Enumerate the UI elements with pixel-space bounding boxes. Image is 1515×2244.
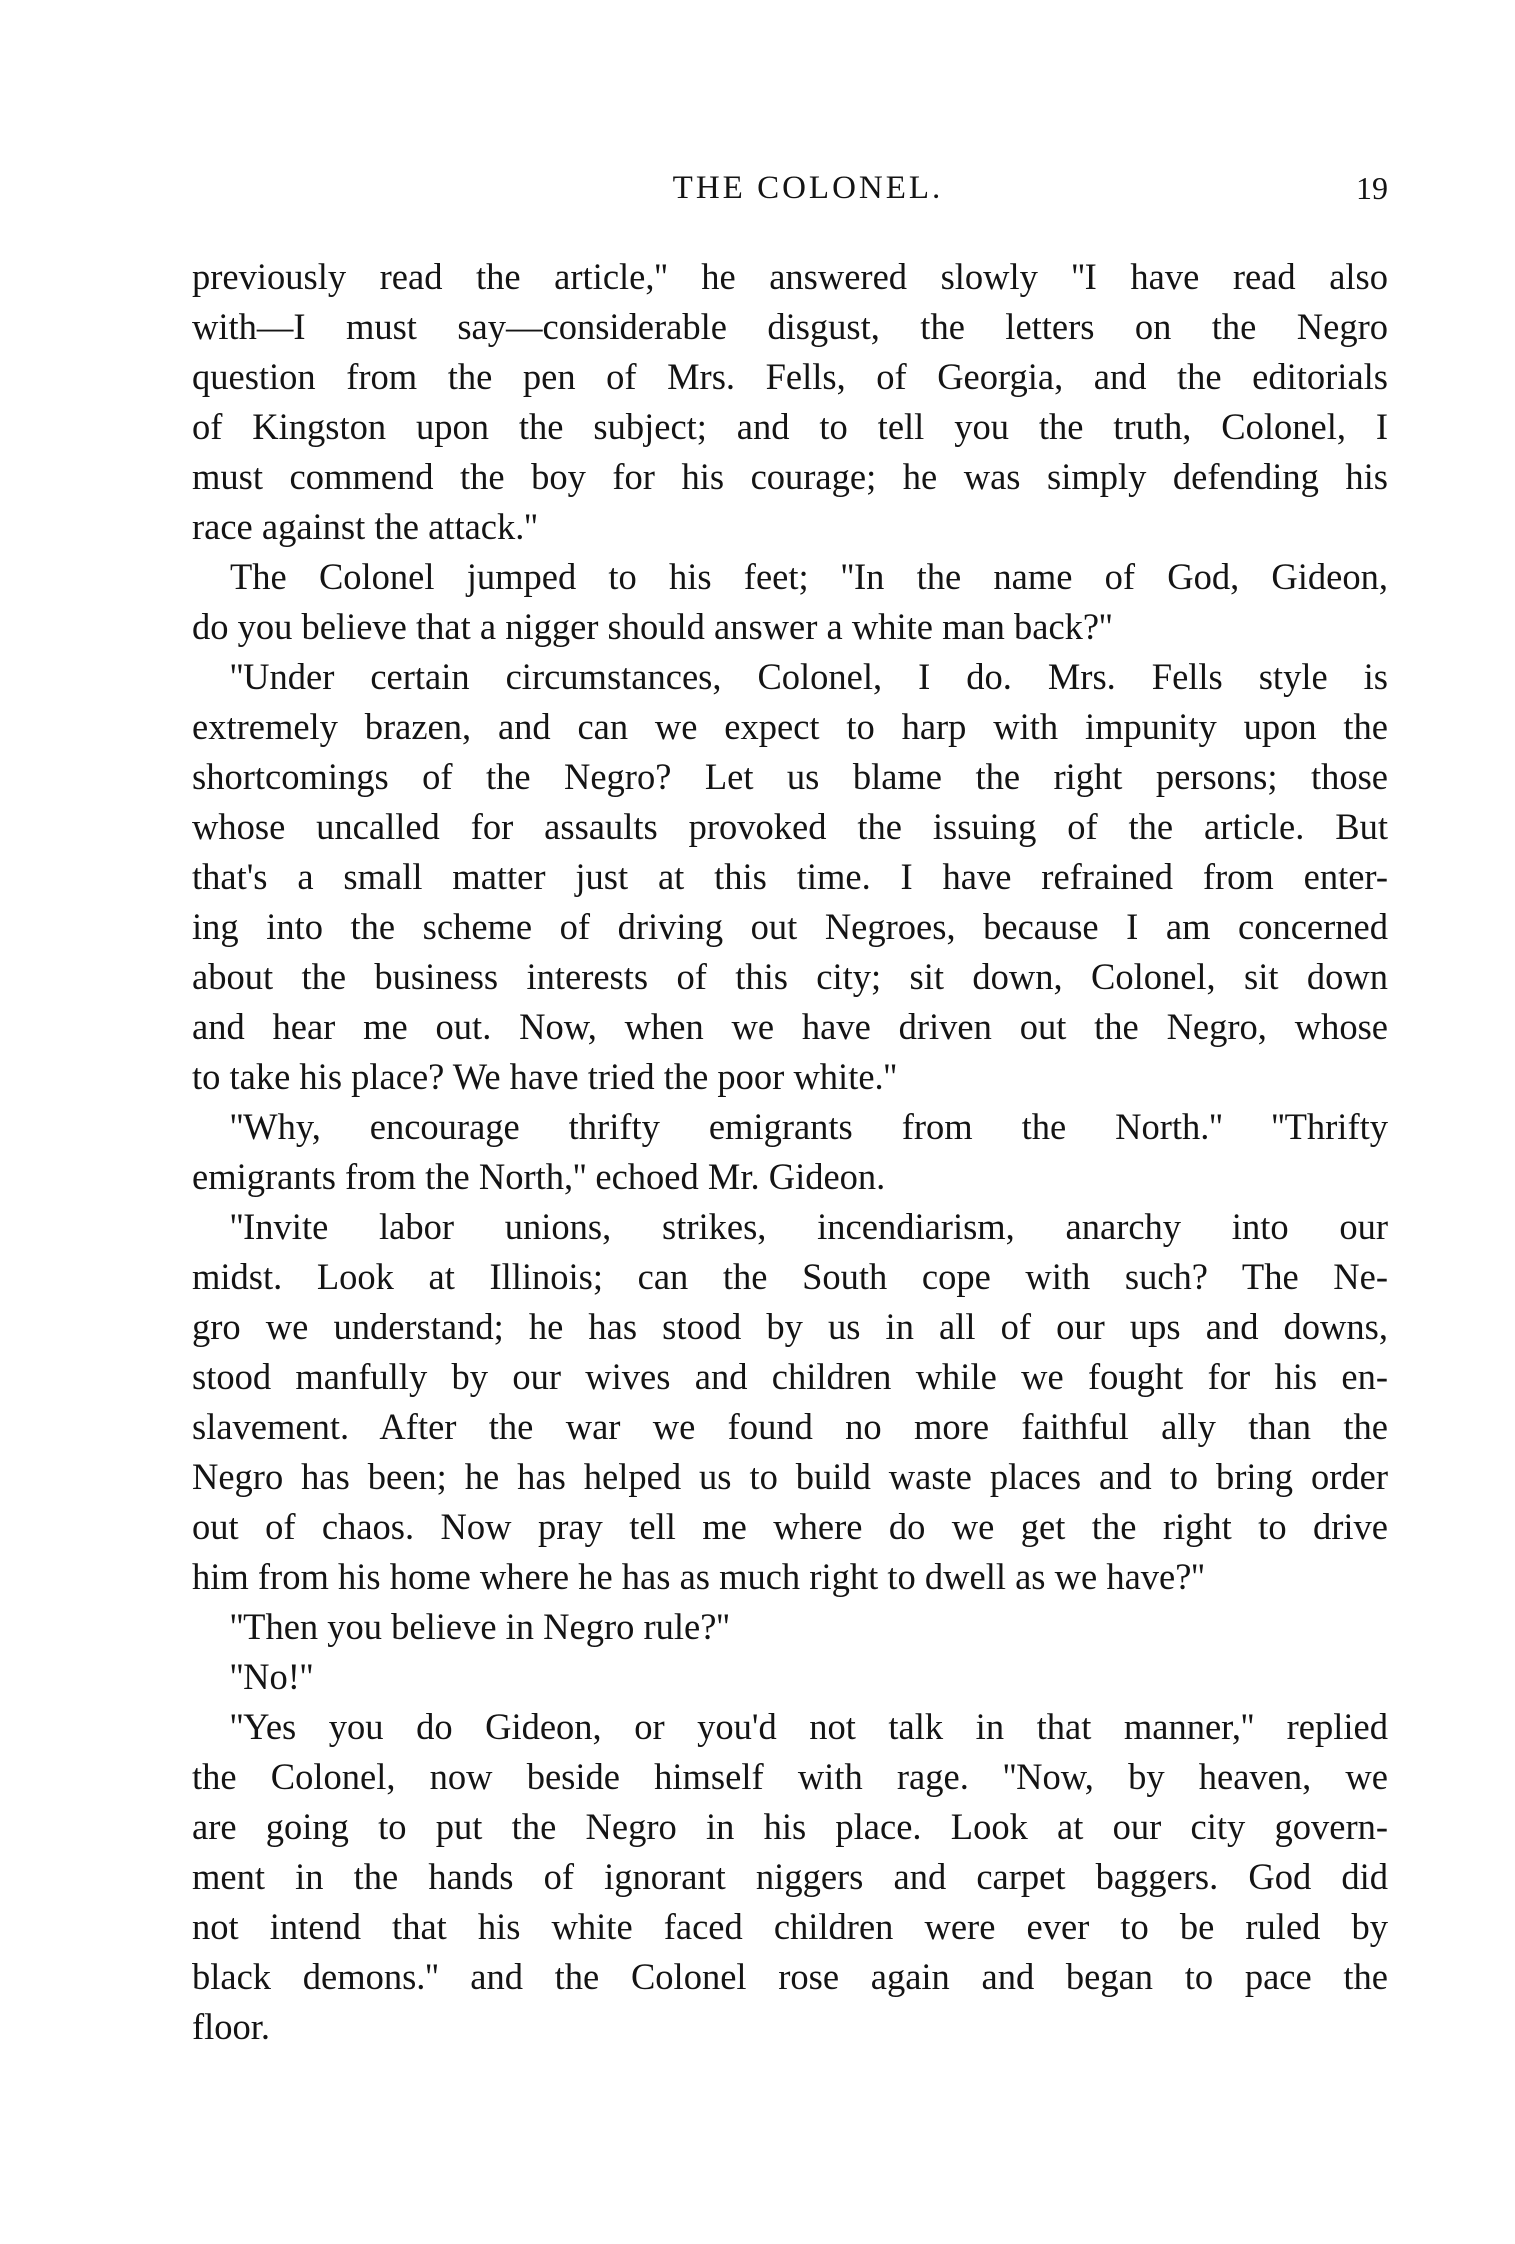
text-line: the Colonel, now beside himself with rage. ''Now, by heaven, we bbox=[192, 1756, 1388, 1797]
running-title: THE COLONEL. bbox=[672, 170, 944, 206]
text-line: and hear me out. Now, when we have driven out the Negro, whose bbox=[192, 1006, 1388, 1047]
text-line: previously read the article,'' he answered slowly ''I have read also bbox=[192, 256, 1388, 297]
text-line: ''Yes you do Gideon, or you'd not talk in that manner,'' replied bbox=[230, 1706, 1388, 1747]
text-line: ''Then you believe in Negro rule?'' bbox=[230, 1606, 730, 1647]
text-line: midst. Look at Illinois; can the South cope with such? The Ne- bbox=[192, 1256, 1388, 1297]
text-line: question from the pen of Mrs. Fells, of Georgia, and the editorials bbox=[192, 356, 1388, 397]
text-line: gro we understand; he has stood by us in all of our ups and downs, bbox=[192, 1306, 1388, 1347]
text-line: shortcomings of the Negro? Let us blame the right persons; those bbox=[192, 756, 1388, 797]
text-line: ''Invite labor unions, strikes, incendiarism, anarchy into our bbox=[230, 1206, 1388, 1247]
text-line: do you believe that a nigger should answer a white man back?'' bbox=[192, 606, 1113, 647]
text-line: with—I must say—considerable disgust, the letters on the Negro bbox=[192, 306, 1388, 347]
text-line: him from his home where he has as much right to dwell as we have?'' bbox=[192, 1556, 1205, 1597]
text-line: ''Why, encourage thrifty emigrants from the North.'' ''Thrifty bbox=[230, 1106, 1388, 1147]
text-line: not intend that his white faced children were ever to be ruled by bbox=[192, 1906, 1388, 1947]
text-line: that's a small matter just at this time. I have refrained from enter- bbox=[192, 856, 1388, 897]
text-line: to take his place? We have tried the poor white.'' bbox=[192, 1056, 897, 1097]
text-line: stood manfully by our wives and children while we fought for his en- bbox=[192, 1356, 1388, 1397]
text-line: emigrants from the North,'' echoed Mr. Gideon. bbox=[192, 1156, 886, 1197]
text-line: black demons.'' and the Colonel rose again and began to pace the bbox=[192, 1956, 1388, 1997]
text-line: are going to put the Negro in his place. Look at our city govern- bbox=[192, 1806, 1388, 1847]
text-line: ''Under certain circumstances, Colonel, I do. Mrs. Fells style is bbox=[230, 656, 1388, 697]
text-line: ment in the hands of ignorant niggers and carpet baggers. God did bbox=[192, 1856, 1388, 1897]
text-line: out of chaos. Now pray tell me where do we get the right to drive bbox=[192, 1506, 1388, 1547]
text-line: whose uncalled for assaults provoked the issuing of the article. But bbox=[192, 806, 1388, 847]
text-line: ''No!'' bbox=[230, 1656, 314, 1697]
body-text bbox=[192, 252, 1388, 2052]
text-line: slavement. After the war we found no more faithful ally than the bbox=[192, 1406, 1388, 1447]
text-line: of Kingston upon the subject; and to tell you the truth, Colonel, I bbox=[192, 406, 1388, 447]
text-line: Negro has been; he has helped us to build waste places and to bring order bbox=[192, 1456, 1388, 1497]
text-line: ing into the scheme of driving out Negroes, because I am concerned bbox=[192, 906, 1388, 947]
text-line: extremely brazen, and can we expect to harp with impunity upon the bbox=[192, 706, 1388, 747]
text-line: floor. bbox=[192, 2006, 271, 2047]
running-head bbox=[192, 168, 1388, 220]
text-line: The Colonel jumped to his feet; ''In the name of God, Gideon, bbox=[230, 556, 1388, 597]
text-line: must commend the boy for his courage; he was simply defending his bbox=[192, 456, 1388, 497]
page-number: 19 bbox=[1356, 170, 1388, 206]
text-line: about the business interests of this city; sit down, Colonel, sit down bbox=[192, 956, 1388, 997]
text-line: race against the attack.'' bbox=[192, 506, 538, 547]
